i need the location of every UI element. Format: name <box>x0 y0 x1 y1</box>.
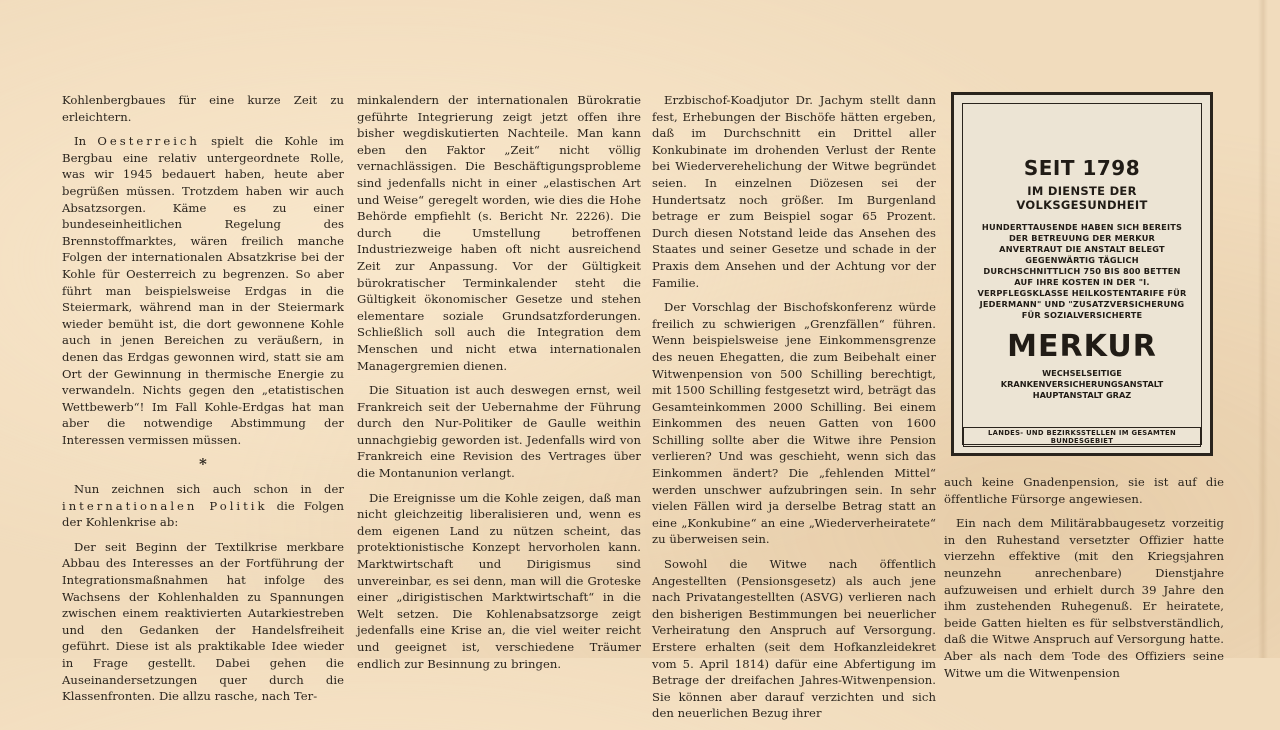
text-run: In <box>74 134 98 149</box>
article-column-2 <box>357 92 641 680</box>
paragraph: Sowohl die Witwe nach öffentlich Angestellten (Pensionsgesetz) als auch jene nach Privatangestellten (ASVG) verlieren nach den bisherigen Bestimmungen bei neuerlicher Verheiratung den Anspruch auf Versorgung. Erstere erhalten (seit dem Hofkanzleidekret vom 5. April 1814) dafür eine Abfertigung im Betrage der dreifachen Jahres-Witwenpension. Sie können aber darauf verzichten und sich den neuerlichen Bezug ihrer <box>652 557 936 721</box>
merkur-advertisement <box>951 92 1213 456</box>
paragraph: Ein nach dem Militärabbaugesetz vorzeitig in den Ruhestand versetzter Offizier hatte vierzehn effektive (mit den Kriegsjahren neunzehn anrechenbare) Dienstjahre aufzuweisen und erhielt durch 39 Jahre den ihm zustehenden Ruhegenuß. Er heiratete, beide Gatten hielten es für selbstverständlich, daß die Witwe Anspruch auf Versorgung hatte. Aber als nach dem Tode des Offiziers seine Witwe um die Witwenpension <box>944 516 1224 680</box>
paragraph: Kohlenbergbaues für eine kurze Zeit zu erleichtern. <box>62 93 344 124</box>
ad-footer-bar: LANDES- UND BEZIRKSSTELLEN IM GESAMTEN BUNDESGEBIET <box>963 427 1201 447</box>
ad-brand-name: MERKUR <box>1007 329 1157 364</box>
paragraph: Die Situation ist auch deswegen ernst, weil Frankreich seit der Uebernahme der Führung durch den Nur-Politiker de Gaulle weithin unnachgiebig geworden ist. Jedenfalls wird von Frankreich eine Revision des Vertrages über die Montanunion verlangt. <box>357 383 641 481</box>
ad-inner-frame <box>962 103 1202 445</box>
ad-since-heading: SEIT 1798 <box>1023 156 1141 180</box>
paragraph: auch keine Gnadenpension, sie ist auf die öffentliche Fürsorge angewiesen. <box>944 475 1224 506</box>
paragraph <box>62 133 344 448</box>
text-run: die Folgen der Kohlenkrise ab: <box>62 498 345 530</box>
paragraph: Der Vorschlag der Bischofskonferenz würde freilich zu schwierigen „Grenzfällen“ führen. Wenn beispielsweise jene Einkommensgrenze des neuen Ehegatten, die zum Beibehalt einer Witwenpension von 500 Schilling berechtigt, mit 1500 Schilling festgesetzt wird, beträgt das Gesamteinkommen 2000 Schilling. Bei einem Einkommen des neuen Gatten von 1600 Schilling sollte aber die Witwe ihre Pension verlieren? Und was geschieht, wenn sich das Einkommen ändert? Die „fehlenden Mittel“ werden unschwer aufzubringen sein. In sehr vielen Fällen wird ja derselbe Betrag statt an eine „Konkubine“ an eine „Wiederverheiratete“ zu überweisen sein. <box>652 300 936 547</box>
section-divider-asterisk: * <box>199 455 207 474</box>
paragraph: Der seit Beginn der Textilkrise merkbare Abbau des Interesses an der Fortführung der Integrationsmaßnahmen hat infolge des Wachsens der Kohlenhalden zu Spannungen zwischen einem reaktivierten Autarkiestreben und den Gedanken der Handelsfreiheit geführt. Diese ist als praktikable Idee wieder in Frage gestellt. Dabei gehen die Auseinandersetzungen quer durch die Klassenfronten. Die allzu rasche, nach Ter- <box>62 539 344 704</box>
ad-body-text: HUNDERTTAUSENDE HABEN SICH BEREITS DER BETREUUNG DER MERKUR ANVERTRAUT DIE ANSTALT BELEGT GEGENWÄRTIG TÄGLICH DURCHSCHNITTLICH 750 BIS 800 BETTEN AUF IHRE KOSTEN IN DER "I. VERPFLEGSKLASSE HEILKOSTENTARIFE FÜR JEDERMANN" UND "ZUSATZVERSICHERUNG FÜR SOZIALVERSICHERTE <box>977 222 1187 320</box>
paragraph <box>62 481 344 531</box>
paragraph: minkalendern der internationalen Bürokratie geführte Integrierung zeigt jetzt offen ihre bisher wegdiskutierten Nachteile. Man kann eben den Faktor „Zeit“ nicht völlig vernachlässigen. Die Beschäftigungsprobleme sind jedenfalls nicht in einer „elastischen Art und Weise“ geregelt worden, wie dies die Hohe Behörde empfiehlt (s. Bericht Nr. 2226). Die durch die Umstellung betroffenen Industriezweige haben oft nicht ausreichend Zeit zur Anpassung. Vor der Gültigkeit bürokratischer Terminkalender steht die Gültigkeit ökonomischer Gesetze und stehen elementare soziale Grundsatzforderungen. Schließlich soll auch die Integration dem Menschen und nicht etwa internationalen Managergremien dienen. <box>357 93 641 373</box>
ad-subtitle: WECHSELSEITIGE KRANKENVERSICHERUNGSANSTALT HAUPTANSTALT GRAZ <box>1000 368 1164 400</box>
spaced-term: Oesterreich <box>97 134 200 149</box>
text-run: spielt die Kohle im Bergbau eine relativ untergeordnete Rolle, was wir 1945 bedauert haben, heute aber begrüßen müssen. Trotzdem haben wir auch Absatzsorgen. Käme es zu einer bundeseinheitlichen Regelung des Brennstoffmarktes, wären freilich manche Folgen der internationalen Absatzkrise bei der Kohle für Oesterreich zu begrenzen. So aber führt man beispielsweise Erdgas in die Steiermark, während man in der Steiermark wieder bemüht ist, die dort gewonnene Kohle auch in jenen Bereichen zu veräußern, in denen das Erdgas gewonnen wird, statt sie am Ort der Gewinnung in thermische Energie zu verwandeln. Nichts gegen den „etatistischen Wettbewerb“! Im Fall Kohle-Erdgas hat man aber die notwendige Abstimmung der Interessen vermissen müssen. <box>62 134 345 447</box>
text-run: Nun zeichnen sich auch schon in der <box>74 482 344 497</box>
paragraph: Erzbischof-Koadjutor Dr. Jachym stellt dann fest, Erhebungen der Bischöfe hätten ergeben, daß im Durchschnitt ein Drittel aller Konkubinate im drohenden Verlust der Rente bei Wiederverehelichung der Witwe begründet seien. In einzelnen Diözesen sei der Hundertsatz noch größer. Im Burgenland betrage er zum Beispiel sogar 65 Prozent. Durch diesen Notstand leide das Ansehen des Staates und seiner Gesetze und schade in der Praxis dem Ansehen und der Achtung vor der Familie. <box>652 93 936 290</box>
paragraph: Die Ereignisse um die Kohle zeigen, daß man nicht gleichzeitig liberalisieren und, wenn es dem eigenen Land zu nützen scheint, das protektionistische Konzept hervorholen kann. Marktwirtschaft und Dirigismus sind unvereinbar, es sei denn, man will die Groteske einer „dirigistischen Marktwirtschaft“ in die Welt setzen. Die Kohlenabsatzsorge zeigt jedenfalls eine Krise an, die viel weiter reicht und geeignet ist, verschiedene Träumer endlich zur Besinnung zu bringen. <box>357 490 641 671</box>
spaced-term: internationalen Politik <box>62 498 268 513</box>
ad-service-line: IM DIENSTE DER VOLKSGESUNDHEIT <box>1016 184 1148 212</box>
article-column-3 <box>652 92 936 730</box>
page-fold-shadow <box>1258 0 1268 658</box>
article-column-4 <box>944 474 1224 689</box>
article-column-1 <box>62 92 344 713</box>
